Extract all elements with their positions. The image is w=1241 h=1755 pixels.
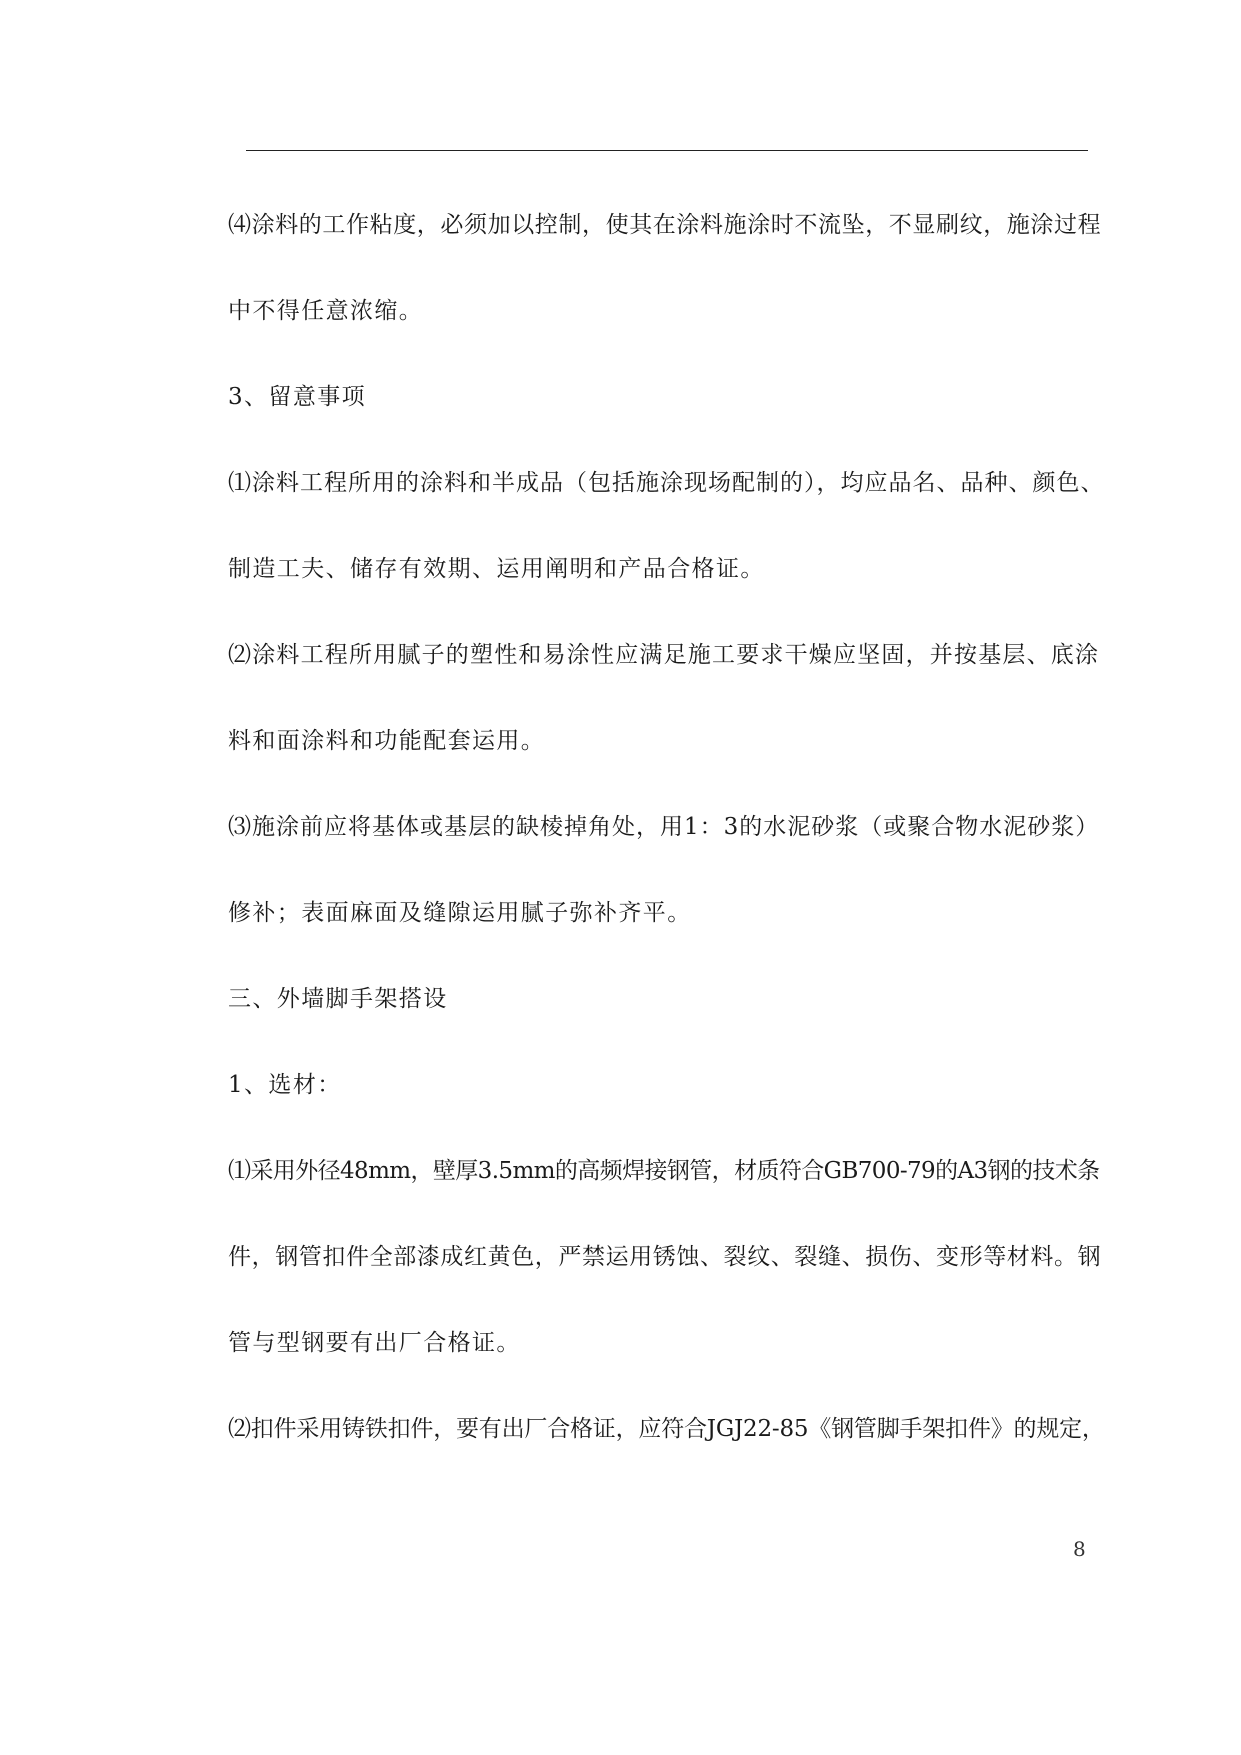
paragraph-line: 中不得任意浓缩。	[228, 298, 424, 324]
paragraph-line: ⑵涂料工程所用腻子的塑性和易涂性应满足施工要求干燥应坚固，并按基层、底涂	[228, 642, 1100, 668]
page-number: 8	[1073, 1537, 1086, 1561]
paragraph-line: 件，钢管扣件全部漆成红黄色，严禁运用锈蚀、裂纹、裂缝、损伤、变形等材料。钢	[228, 1244, 1102, 1270]
paragraph-line: 修补；表面麻面及缝隙运用腻子弥补齐平。	[228, 900, 692, 926]
paragraph-line: ⑵扣件采用铸铁扣件，要有出厂合格证，应符合JGJ22-85《钢管脚手架扣件》的规定，	[228, 1416, 1105, 1442]
paragraph-line: 制造工夫、储存有效期、运用阐明和产品合格证。	[228, 556, 765, 582]
section-heading: 1、选材：	[228, 1072, 342, 1098]
section-heading: 三、外墙脚手架搭设	[228, 986, 448, 1012]
paragraph-line: ⑶施涂前应将基体或基层的缺棱掉角处，用1：3的水泥砂浆（或聚合物水泥砂浆）	[228, 814, 1100, 840]
paragraph-line: ⑷涂料的工作粘度，必须加以控制，使其在涂料施涂时不流坠，不显刷纹，施涂过程	[228, 212, 1102, 238]
paragraph-line: 管与型钢要有出厂合格证。	[228, 1330, 521, 1356]
paragraph-line: 料和面涂料和功能配套运用。	[228, 728, 546, 754]
section-heading: 3、留意事项	[228, 384, 367, 410]
paragraph-line: ⑴采用外径48mm，壁厚3.5mm的高频焊接钢管，材质符合GB700-79的A3钢的技术条	[228, 1158, 1100, 1184]
header-rule	[246, 150, 1088, 151]
paragraph-line: ⑴涂料工程所用的涂料和半成品（包括施涂现场配制的），均应品名、品种、颜色、	[228, 470, 1105, 496]
